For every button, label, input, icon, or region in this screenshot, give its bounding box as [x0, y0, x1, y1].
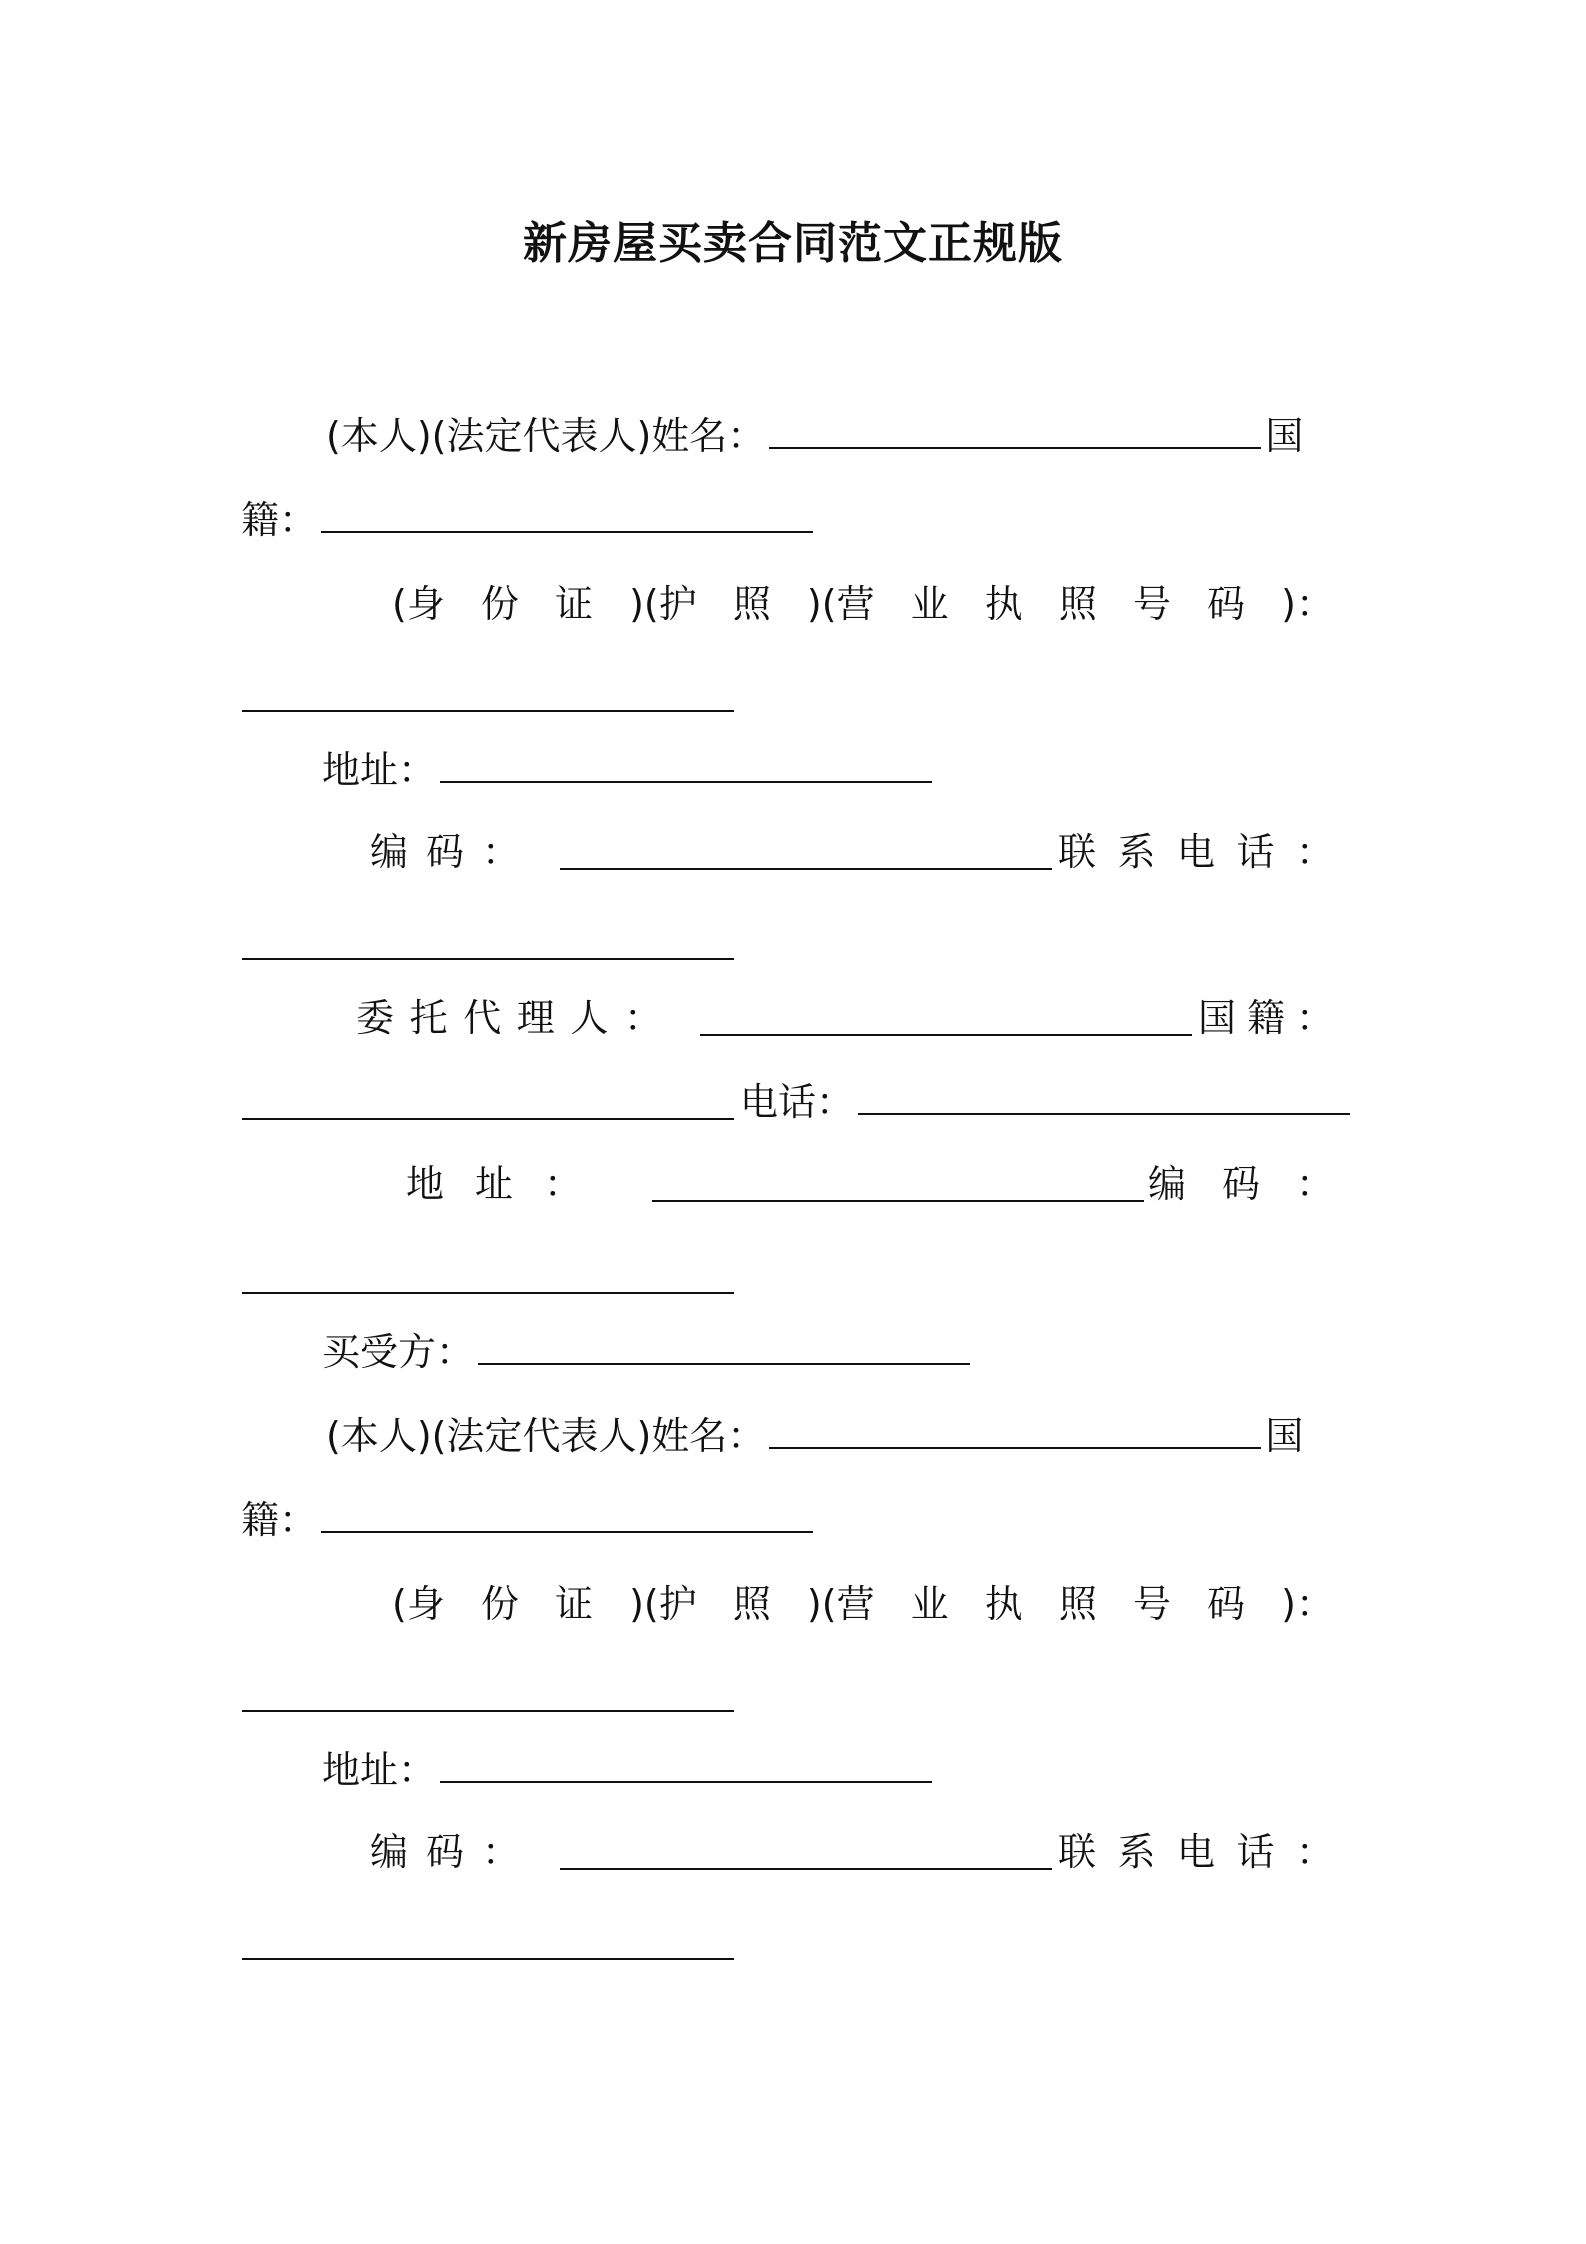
agent-label: [356, 992, 662, 1044]
agent-nationality-char: ：: [1295, 996, 1334, 1040]
agent-code-char: ：: [1295, 1162, 1334, 1206]
buyer-name-label: (本人)(法定代表人)姓名：: [326, 1414, 766, 1458]
seller-code-char: ：: [481, 830, 520, 874]
buyer-phone-char: 系: [1117, 1830, 1156, 1874]
seller-phone-label: [1058, 826, 1334, 878]
seller-id-char: 份: [480, 582, 519, 626]
buyer-id-line: [392, 1578, 1334, 1630]
seller-address-line: [322, 744, 936, 796]
buyer-id-char: 证: [555, 1582, 594, 1626]
buyer-nationality-label: 籍：: [241, 1498, 318, 1542]
seller-phone-char: 话: [1236, 830, 1275, 874]
seller-id-line: [392, 578, 1334, 630]
seller-id-char: )：: [1281, 582, 1334, 626]
agent-address-blank: [652, 1200, 1144, 1202]
buyer-address-label: 地址：: [322, 1748, 437, 1792]
agent-address-char: 址: [474, 1162, 513, 1206]
agent-name-blank: [700, 1034, 1192, 1036]
agent-char: 人: [570, 996, 609, 1040]
seller-id-char: 号: [1132, 582, 1171, 626]
agent-char: 委: [356, 996, 395, 1040]
buyer-id-char: 业: [910, 1582, 949, 1626]
agent-char: 代: [463, 996, 502, 1040]
buyer-id-char: 码: [1207, 1582, 1246, 1626]
seller-name-blank: [769, 417, 1261, 449]
buyer-code-char: 码: [425, 1830, 464, 1874]
agent-phone-label: 电话：: [740, 1080, 855, 1124]
seller-nationality-tail: 国: [1265, 414, 1304, 458]
seller-code-blank: [560, 868, 1052, 870]
buyer-party-line: [322, 1326, 974, 1378]
buyer-phone-char: 话: [1236, 1830, 1275, 1874]
agent-nationality-char: 籍: [1246, 996, 1285, 1040]
seller-phone-char: 系: [1117, 830, 1156, 874]
seller-nationality-blank: [321, 501, 813, 533]
document-title: 新房屋买卖合同范文正规版: [523, 218, 1063, 269]
buyer-name-line: [326, 1410, 1303, 1462]
seller-phone-char: 电: [1176, 830, 1215, 874]
buyer-nationality-blank: [321, 1501, 813, 1533]
seller-nationality-line: [241, 494, 817, 546]
buyer-phone-char: 电: [1176, 1830, 1215, 1874]
buyer-id-char: )(营: [806, 1582, 875, 1626]
agent-nationality-blank: [242, 1118, 734, 1120]
seller-name-label: (本人)(法定代表人)姓名：: [326, 414, 766, 458]
agent-phone-line: [740, 1076, 1354, 1128]
seller-phone-blank: [242, 958, 734, 960]
buyer-phone-char: 联: [1058, 1830, 1097, 1874]
buyer-id-char: (身: [392, 1582, 445, 1626]
agent-code-char: 码: [1221, 1162, 1260, 1206]
seller-id-blank: [242, 710, 734, 712]
buyer-party-blank: [478, 1333, 970, 1365]
buyer-phone-label: [1058, 1826, 1334, 1878]
seller-address-blank: [440, 751, 932, 783]
seller-code-char: 码: [425, 830, 464, 874]
buyer-code-char: ：: [481, 1830, 520, 1874]
agent-char: ：: [623, 996, 662, 1040]
seller-phone-char: ：: [1295, 830, 1334, 874]
agent-char: 理: [516, 996, 555, 1040]
buyer-id-char: )(护: [629, 1582, 697, 1626]
seller-id-char: 执: [984, 582, 1023, 626]
buyer-nationality-line: [241, 1494, 817, 1546]
buyer-phone-char: ：: [1295, 1830, 1334, 1874]
buyer-nationality-tail: 国: [1265, 1414, 1304, 1458]
buyer-id-char: 号: [1132, 1582, 1171, 1626]
agent-address-label: [406, 1158, 582, 1210]
buyer-name-blank: [769, 1417, 1261, 1449]
buyer-code-blank: [560, 1868, 1052, 1870]
seller-phone-char: 联: [1058, 830, 1097, 874]
buyer-phone-blank: [242, 1958, 734, 1960]
buyer-code-char: 编: [370, 1830, 409, 1874]
seller-id-char: 证: [555, 582, 594, 626]
agent-address-char: ：: [543, 1162, 582, 1206]
seller-id-char: )(营: [806, 582, 875, 626]
buyer-id-char: )：: [1281, 1582, 1334, 1626]
buyer-id-char: 执: [984, 1582, 1023, 1626]
seller-id-char: (身: [392, 582, 445, 626]
seller-nationality-label: 籍：: [241, 498, 318, 542]
seller-id-char: 照: [732, 582, 771, 626]
agent-code-char: 编: [1148, 1162, 1187, 1206]
seller-name-line: [326, 410, 1303, 462]
seller-code-char: 编: [370, 830, 409, 874]
agent-code-label: [1148, 1158, 1334, 1210]
buyer-address-line: [322, 1744, 936, 1796]
seller-address-label: 地址：: [322, 748, 437, 792]
seller-code-label: [370, 826, 520, 878]
agent-code-blank: [242, 1292, 734, 1294]
buyer-id-char: 照: [1058, 1582, 1097, 1626]
buyer-id-blank: [242, 1710, 734, 1712]
agent-nationality-label: [1198, 992, 1334, 1044]
seller-id-char: 码: [1207, 582, 1246, 626]
buyer-party-label: 买受方：: [322, 1330, 475, 1374]
seller-id-char: 照: [1058, 582, 1097, 626]
seller-id-char: 业: [910, 582, 949, 626]
buyer-address-blank: [440, 1751, 932, 1783]
buyer-code-label: [370, 1826, 520, 1878]
buyer-id-char: 份: [480, 1582, 519, 1626]
seller-id-char: )(护: [629, 582, 697, 626]
buyer-id-char: 照: [732, 1582, 771, 1626]
agent-nationality-char: 国: [1198, 996, 1237, 1040]
agent-address-char: 地: [406, 1162, 445, 1206]
agent-phone-blank: [858, 1083, 1350, 1115]
agent-char: 托: [409, 996, 448, 1040]
